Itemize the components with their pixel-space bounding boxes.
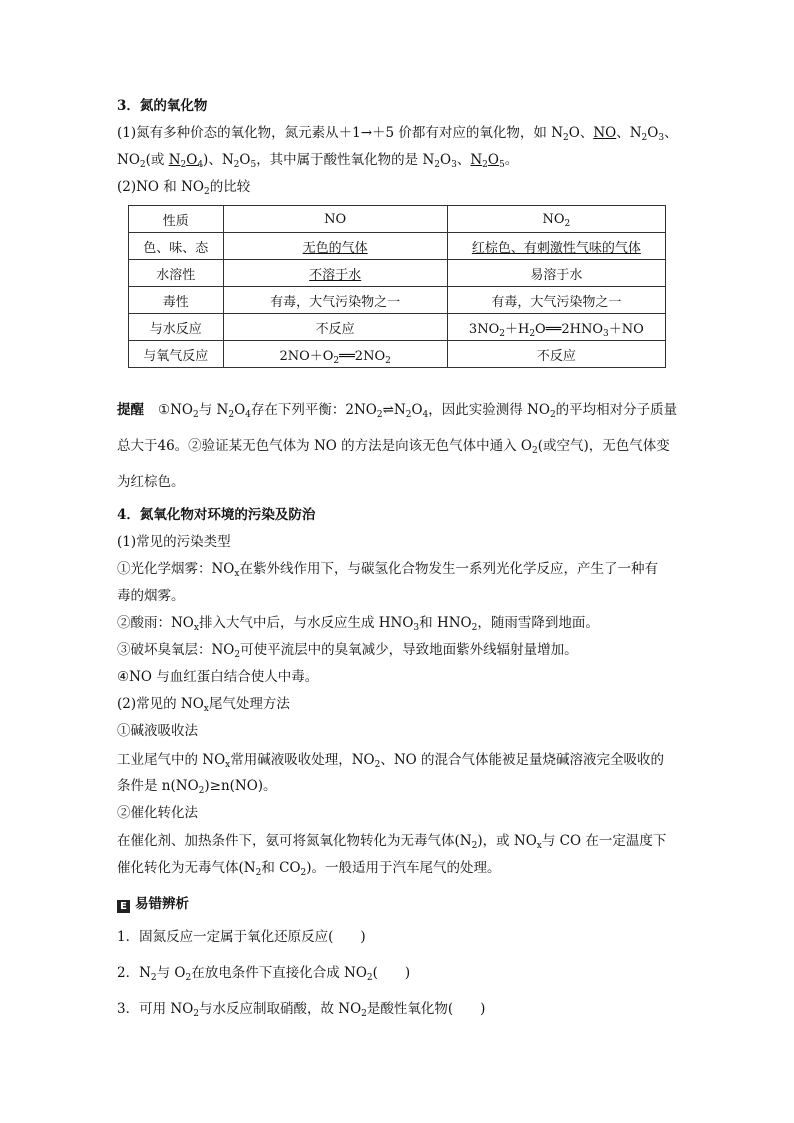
method-2-text-2: 催化转化为无毒气体($N_2$和 $CO_2$)。一般适用于汽车尾气的处理。 [117, 860, 501, 878]
table-cell: $3NO_2+H_2O══2HNO_3+NO$ [447, 314, 665, 341]
table-row [129, 341, 666, 368]
tip-line-2: 总大于46。②验证某无色气体为 NO 的方法是向该无色气体中通入 $O_2$(或空气)，无色气体变 [117, 438, 670, 456]
table-row [129, 260, 666, 287]
table-cell: $NO_2$ [447, 206, 665, 233]
table-row [129, 314, 666, 341]
error-analysis-heading: E 易错辨析 [117, 894, 189, 914]
table-cell: 与氧气反应 [129, 341, 224, 368]
method-2-text-1: 在催化剂、加热条件下，氨可将氮氧化物转化为无毒气体$(N_2)$，或 $NO_x$与 CO 在一定温度下 [117, 833, 667, 851]
method-2-title: ②催化转化法 [117, 805, 198, 821]
table-cell: $2NO+O_2══2NO_2$ [223, 341, 447, 368]
section-3-paragraph-2: $NO_2$(或 $N_2O_4$)、$N_2O_5$，其中属于酸性氧化物的是 $N_2O_3$、$N_2O_5$。 [117, 152, 519, 170]
method-1-text-1: 工业尾气中的 $NO_x$常用碱液吸收处理，$NO_2$、NO 的混合气体能被足量烧碱溶液完全吸收的 [117, 752, 665, 770]
table-cell: 毒性 [129, 287, 224, 314]
method-1-text-2: 条件是 $n(NO_2)\ge n(NO)$。 [117, 778, 277, 796]
tip-line-1: 提醒 $①NO_2$与 $N_2O_4$存在下列平衡：$2NO_2\rightleftharpoons N_2O_4$，因此实验测得 $NO_2$的平均相对分子质量 [117, 402, 678, 420]
no-no2-comparison-table [128, 205, 666, 368]
table-row [129, 206, 666, 233]
section-3-heading: 3．氮的氧化物 [117, 98, 208, 114]
table-cell: NO [223, 206, 447, 233]
section-4-item-4: ④NO 与血红蛋白结合使人中毒。 [117, 669, 319, 685]
tip-line-3: 为红棕色。 [117, 474, 185, 490]
method-1-title: ①碱液吸收法 [117, 723, 198, 739]
section-4-subheading-1: (1)常见的污染类型 [117, 534, 231, 550]
table-cell: 红棕色、有刺激性气味的气体 [447, 233, 665, 260]
table-cell: 水溶性 [129, 260, 224, 287]
tip-label: 提醒 [117, 402, 144, 418]
section-4-item-2: ②酸雨：$NO_x$排入大气中后，与水反应生成 $HNO_3$和 $HNO_2$，随雨雪降到地面。 [117, 615, 599, 633]
error-analysis-icon: E [117, 900, 130, 913]
table-cell: 有毒，大气污染物之一 [447, 287, 665, 314]
table-row [129, 287, 666, 314]
error-question-2: 2．$N_2$与 $O_2$在放电条件下直接化合成 $NO_2$( ) [117, 965, 411, 983]
error-question-3: 3．可用 $NO_2$与水反应制取硝酸，故 $NO_2$是酸性氧化物( ) [117, 1001, 486, 1019]
table-cell: 不反应 [447, 341, 665, 368]
table-cell: 有毒，大气污染物之一 [223, 287, 447, 314]
table-row [129, 233, 666, 260]
table-cell: 色、味、态 [129, 233, 224, 260]
table-cell: 不溶于水 [223, 260, 447, 287]
section-4-item-1: ①光化学烟雾：$NO_x$在紫外线作用下，与碳氢化合物发生一系列光化学反应，产生了一种有 [117, 561, 658, 579]
section-4-heading: 4．氮氧化物对环境的污染及防治 [117, 507, 316, 523]
table-cell: 无色的气体 [223, 233, 447, 260]
section-3-paragraph-3: (2)NO 和 $NO_2$的比较 [117, 179, 251, 197]
table-cell: 易溶于水 [447, 260, 665, 287]
section-4-item-1-cont: 毒的烟雾。 [117, 588, 185, 604]
section-4-item-3: ③破坏臭氧层：$NO_2$可使平流层中的臭氧减少，导致地面紫外线辐射量增加。 [117, 642, 578, 660]
error-question-1: 1．固氮反应一定属于氧化还原反应( ) [117, 929, 366, 945]
table-cell: 与水反应 [129, 314, 224, 341]
section-3-paragraph-1: (1)氮有多种价态的氧化物，氮元素从＋1→＋5 价都有对应的氧化物，如 $N_2O$、NO、$N_2O_3$、 [117, 125, 678, 143]
equilibrium-arrow-icon: ⇌ [382, 402, 394, 418]
table-cell: 不反应 [223, 314, 447, 341]
table-cell: 性质 [129, 206, 224, 233]
section-4-subheading-2: (2)常见的 $NO_x$尾气处理方法 [117, 696, 290, 714]
